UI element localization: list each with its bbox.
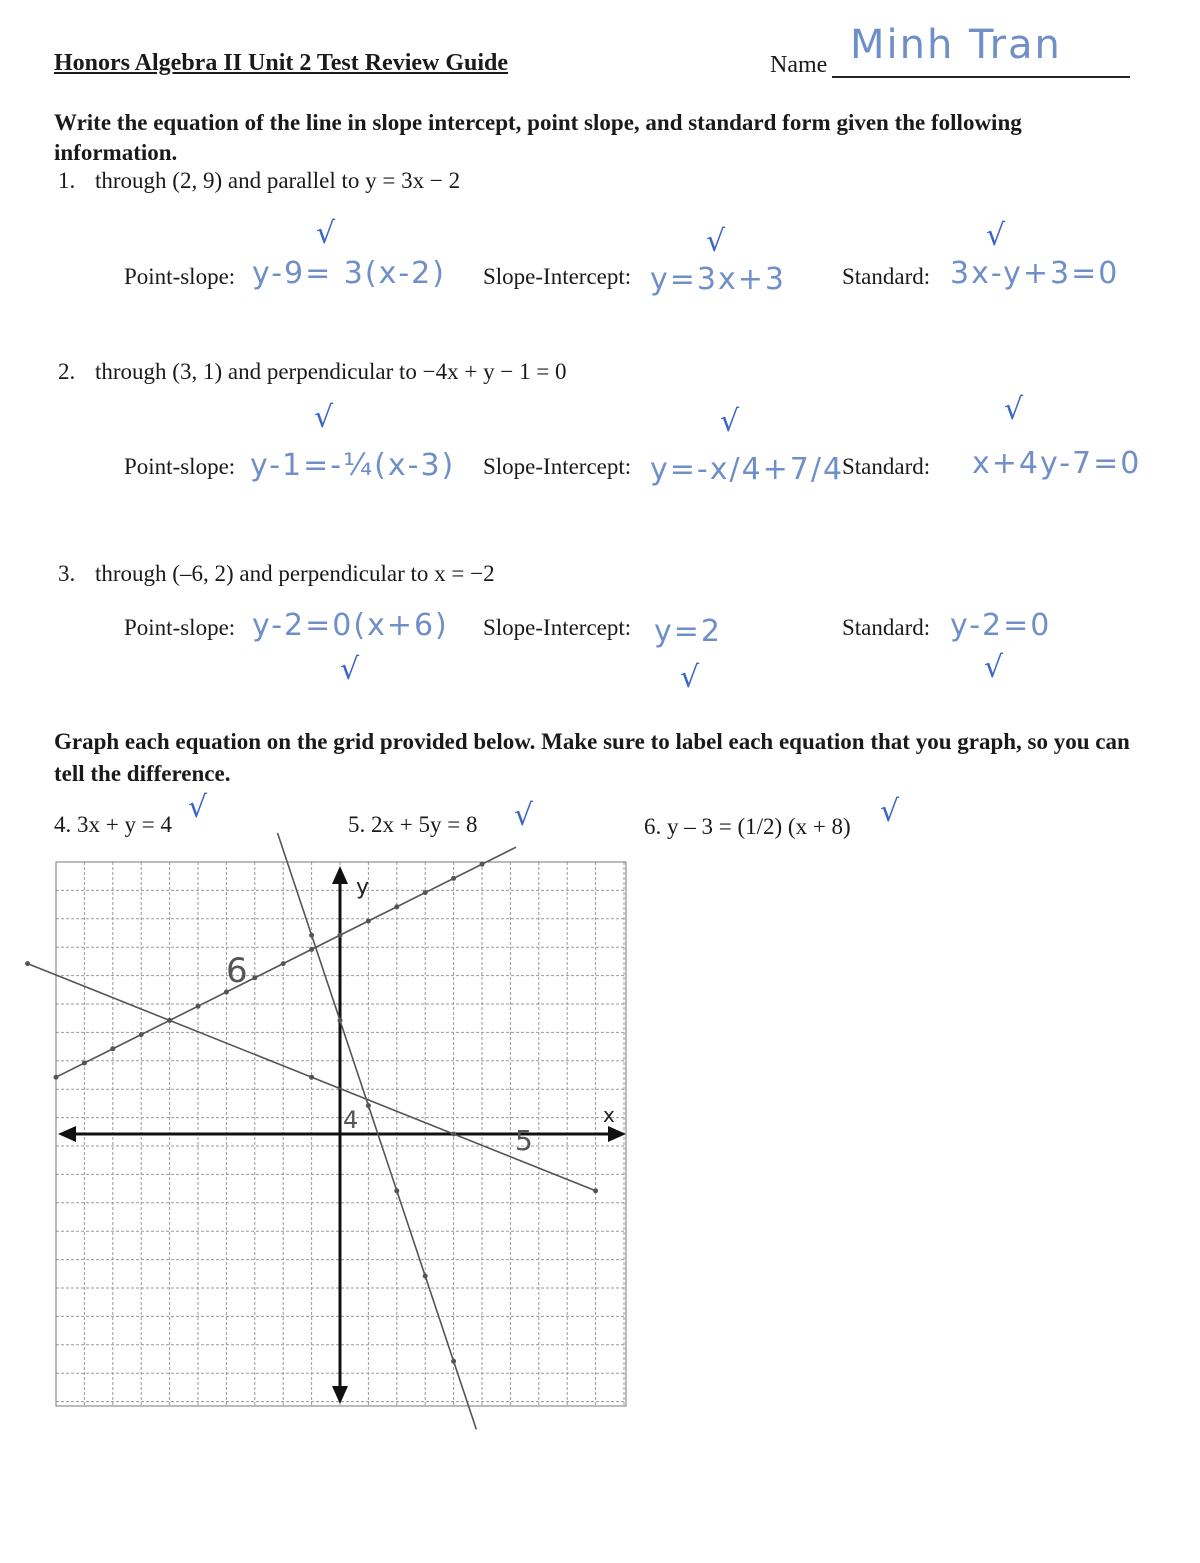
- standard-answer: y-2=0: [950, 608, 1052, 643]
- check-mark-icon: √: [986, 218, 1006, 253]
- problem-number: 2.: [58, 359, 76, 384]
- line-label-4: 4: [343, 1106, 359, 1134]
- plotted-point: [423, 890, 428, 895]
- plotted-point: [139, 1032, 144, 1037]
- plotted-point: [281, 961, 286, 966]
- y-axis-down-arrow-icon: [332, 1386, 348, 1404]
- plotted-point: [82, 1061, 87, 1066]
- check-mark-icon: √: [316, 216, 336, 251]
- plotted-point: [25, 961, 30, 966]
- equation-6: 6. y – 3 = (1/2) (x + 8): [644, 814, 851, 839]
- standard-label: Standard:: [842, 615, 931, 640]
- check-mark-icon: √: [1004, 392, 1024, 427]
- problem-prompt: through (2, 9) and parallel to y = 3x − 2: [95, 168, 461, 193]
- student-name: Minh Tran: [850, 22, 1062, 68]
- section1-instruction: Write the equation of the line in slope intercept, point slope, and standard form given the following information.: [54, 110, 1022, 165]
- plotted-point: [309, 1075, 314, 1080]
- plotted-point: [366, 1103, 371, 1108]
- x-axis-label: x: [603, 1103, 615, 1127]
- y-axis-label: y: [356, 875, 370, 900]
- check-mark-icon: √: [880, 794, 900, 829]
- plotted-point: [451, 876, 456, 881]
- problem-prompt: through (–6, 2) and perpendicular to x = −2: [95, 561, 495, 586]
- check-mark-icon: √: [514, 798, 534, 833]
- equation-5: 5. 2x + 5y = 8: [348, 812, 478, 837]
- point-slope-answer: y-9= 3(x-2): [252, 256, 446, 291]
- line-label-5: 5: [515, 1124, 533, 1157]
- y-axis-up-arrow-icon: [332, 866, 348, 884]
- check-mark-icon: √: [706, 224, 726, 259]
- name-label: Name: [770, 52, 828, 78]
- problem-number: 1.: [58, 168, 76, 193]
- check-mark-icon: √: [188, 790, 208, 825]
- x-axis-left-arrow-icon: [58, 1126, 76, 1142]
- plotted-point: [451, 1132, 456, 1137]
- point-slope-answer: y-2=0(x+6): [252, 608, 449, 643]
- standard-label: Standard:: [842, 264, 931, 289]
- plotted-point: [451, 1359, 456, 1364]
- section2-instruction: Graph each equation on the grid provided below. Make sure to label each equation that you graph, so you can tell the difference.: [54, 729, 1130, 786]
- plotted-point: [338, 1018, 343, 1023]
- check-mark-icon: √: [720, 404, 740, 439]
- standard-answer: 3x-y+3=0: [950, 256, 1120, 291]
- check-mark-icon: √: [314, 400, 334, 435]
- plotted-point: [309, 933, 314, 938]
- plotted-point: [366, 919, 371, 924]
- check-mark-icon: √: [984, 650, 1004, 685]
- problem-prompt: through (3, 1) and perpendicular to −4x + y − 1 = 0: [95, 359, 567, 384]
- point-slope-answer: y-1=-¼(x-3): [250, 448, 456, 483]
- plotted-point: [480, 862, 485, 867]
- x-axis-right-arrow-icon: [608, 1126, 626, 1142]
- graph-line-eq6: [56, 847, 516, 1077]
- point-slope-label: Point-slope:: [124, 615, 236, 640]
- plotted-point: [423, 1274, 428, 1279]
- check-mark-icon: √: [680, 660, 700, 695]
- equation-4: 4. 3x + y = 4: [54, 812, 172, 837]
- plotted-point: [338, 933, 343, 938]
- line-label-6: 6: [226, 951, 248, 991]
- slope-intercept-label: Slope-Intercept:: [483, 454, 632, 479]
- plotted-point: [252, 975, 257, 980]
- slope-intercept-answer: y=2: [654, 614, 722, 649]
- plotted-point: [309, 947, 314, 952]
- slope-intercept-label: Slope-Intercept:: [483, 264, 632, 289]
- plotted-point: [196, 1004, 201, 1009]
- slope-intercept-answer: y=3x+3: [650, 262, 786, 297]
- plotted-point: [593, 1188, 598, 1193]
- point-slope-label: Point-slope:: [124, 454, 236, 479]
- plotted-point: [394, 1188, 399, 1193]
- point-slope-label: Point-slope:: [124, 264, 236, 289]
- slope-intercept-label: Slope-Intercept:: [483, 615, 632, 640]
- plotted-point: [394, 904, 399, 909]
- standard-label: Standard:: [842, 454, 931, 479]
- slope-intercept-answer: y=-x/4+7/4: [650, 452, 845, 487]
- plotted-point: [110, 1046, 115, 1051]
- check-mark-icon: √: [340, 652, 360, 687]
- standard-answer: x+4y-7=0: [972, 446, 1142, 481]
- plotted-point: [54, 1075, 59, 1080]
- problem-number: 3.: [58, 561, 76, 586]
- page-title: Honors Algebra II Unit 2 Test Review Guide: [54, 50, 509, 76]
- plotted-point: [167, 1018, 172, 1023]
